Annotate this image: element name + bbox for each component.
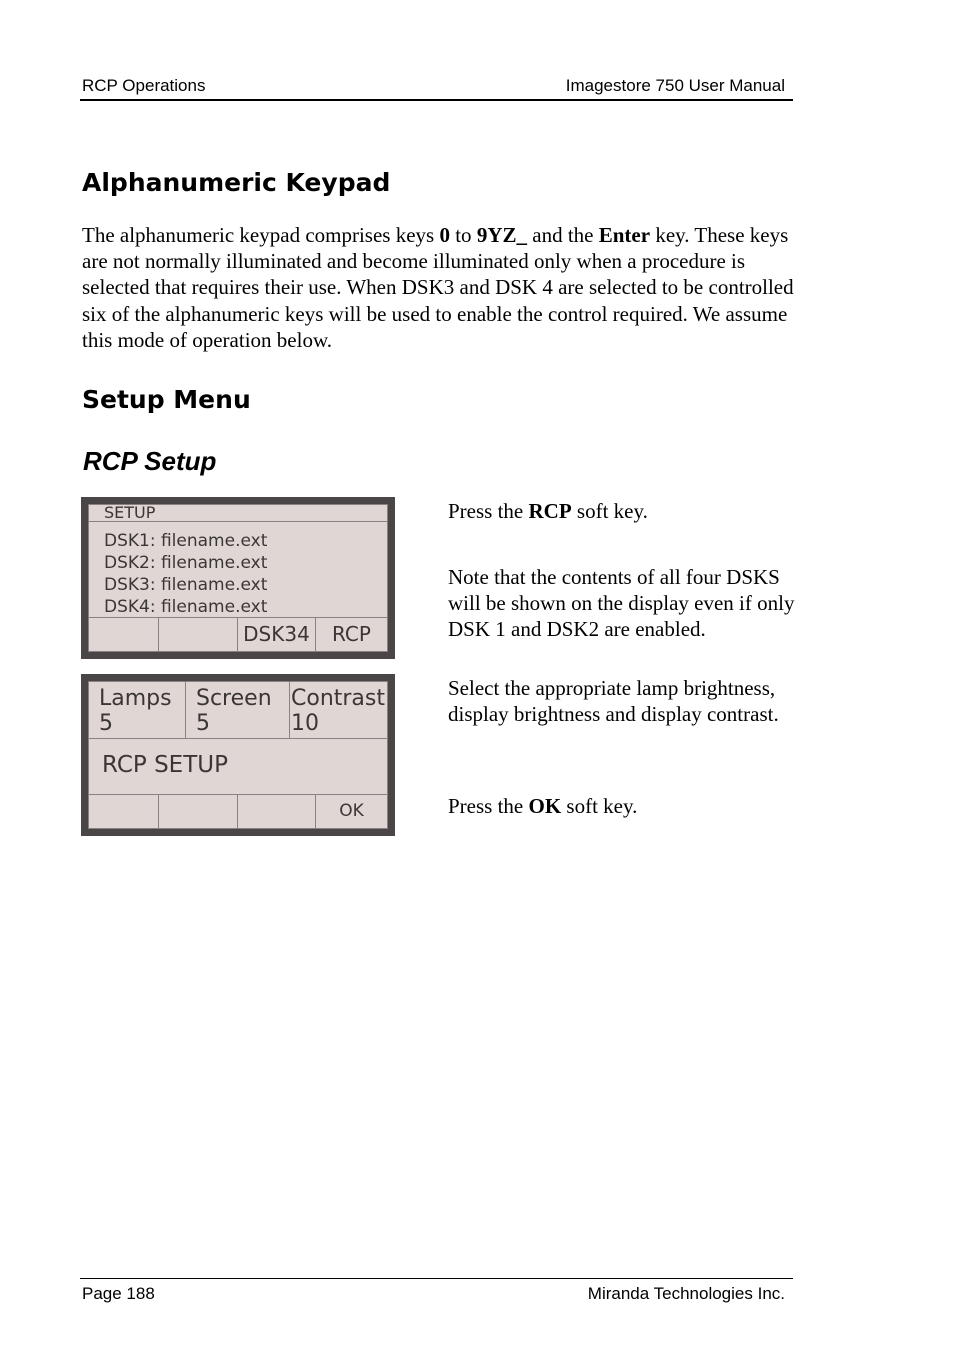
display-mode-label: RCP SETUP — [102, 752, 228, 778]
bold-rcp: RCP — [528, 499, 572, 523]
instruction-press-rcp — [448, 498, 798, 524]
keypad-paragraph — [82, 222, 802, 353]
rcp-setup-display — [81, 674, 395, 836]
screen-label: Screen — [196, 686, 272, 711]
text-run: and the — [527, 223, 599, 247]
softkey-dsk34[interactable]: DSK34 — [238, 618, 316, 651]
text-run: to — [449, 223, 477, 247]
instruction-note-dsks: Note that the contents of all four DSKS will be shown on the display even if only DSK 1 and DSK2 are enabled. — [448, 565, 795, 641]
bold-key-9yz: 9YZ_ — [476, 223, 527, 247]
text-run: soft key. — [571, 499, 648, 523]
subsection-title-rcp: RCP Setup — [83, 446, 217, 476]
contrast-value: 10 — [291, 711, 319, 736]
footer-company: Miranda Technologies Inc. — [587, 1284, 785, 1303]
contrast-cell[interactable] — [290, 682, 387, 738]
bold-ok: OK — [528, 794, 562, 818]
page-header — [80, 76, 793, 101]
screen-cell[interactable] — [186, 682, 290, 738]
softkey-rcp[interactable]: RCP — [332, 622, 371, 646]
setup-display-screen — [88, 504, 388, 652]
page-number: Page 188 — [82, 1284, 155, 1303]
softkey-1[interactable] — [89, 618, 159, 651]
instruction-press-ok — [448, 793, 798, 819]
display-row-dsk3: DSK3: filename.ext — [104, 575, 268, 595]
rcp-setup-display-screen — [88, 681, 388, 829]
lamps-value: 5 — [99, 711, 113, 736]
text-run: key. These keys are not normally illuminated and become illuminated only when a procedure is selected that requires their use. When DSK3 and DSK 4 are selected to be controlled six of the alphanumeric keys will be used to enable the control required. We assume this mode of operation below. — [82, 223, 794, 352]
header-section: RCP Operations — [82, 76, 206, 95]
softkey-bar — [89, 617, 387, 651]
lamps-label: Lamps — [99, 686, 172, 711]
text-run: The alphanumeric keypad comprises keys — [82, 223, 440, 247]
settings-row — [89, 682, 387, 739]
contrast-label: Contrast — [291, 686, 386, 711]
header-manual-title: Imagestore 750 User Manual — [565, 76, 785, 95]
bold-key-0: 0 — [439, 223, 450, 247]
page-footer — [80, 1278, 793, 1303]
display-row-dsk1: DSK1: filename.ext — [104, 531, 268, 551]
screen-value: 5 — [196, 711, 210, 736]
display-title: SETUP — [89, 505, 387, 522]
text-run: Press the — [448, 499, 529, 523]
setup-display — [81, 497, 395, 659]
lamps-cell[interactable] — [89, 682, 186, 738]
softkey-2[interactable] — [159, 795, 238, 828]
text-run: soft key. — [561, 794, 638, 818]
softkey-2[interactable] — [159, 618, 238, 651]
display-row-dsk2: DSK2: filename.ext — [104, 553, 268, 573]
softkey-1[interactable] — [89, 795, 159, 828]
display-row-dsk4: DSK4: filename.ext — [104, 597, 268, 617]
softkey-bar — [89, 794, 387, 828]
text-run: Press the — [448, 794, 529, 818]
bold-key-enter: Enter — [598, 223, 651, 247]
instruction-select-brightness: Select the appropriate lamp brightness, display brightness and display contrast. — [448, 676, 779, 726]
softkey-3[interactable] — [238, 795, 316, 828]
section-title-setup: Setup Menu — [82, 385, 251, 414]
softkey-ok[interactable]: OK — [339, 801, 364, 821]
section-title-keypad: Alphanumeric Keypad — [82, 168, 391, 197]
